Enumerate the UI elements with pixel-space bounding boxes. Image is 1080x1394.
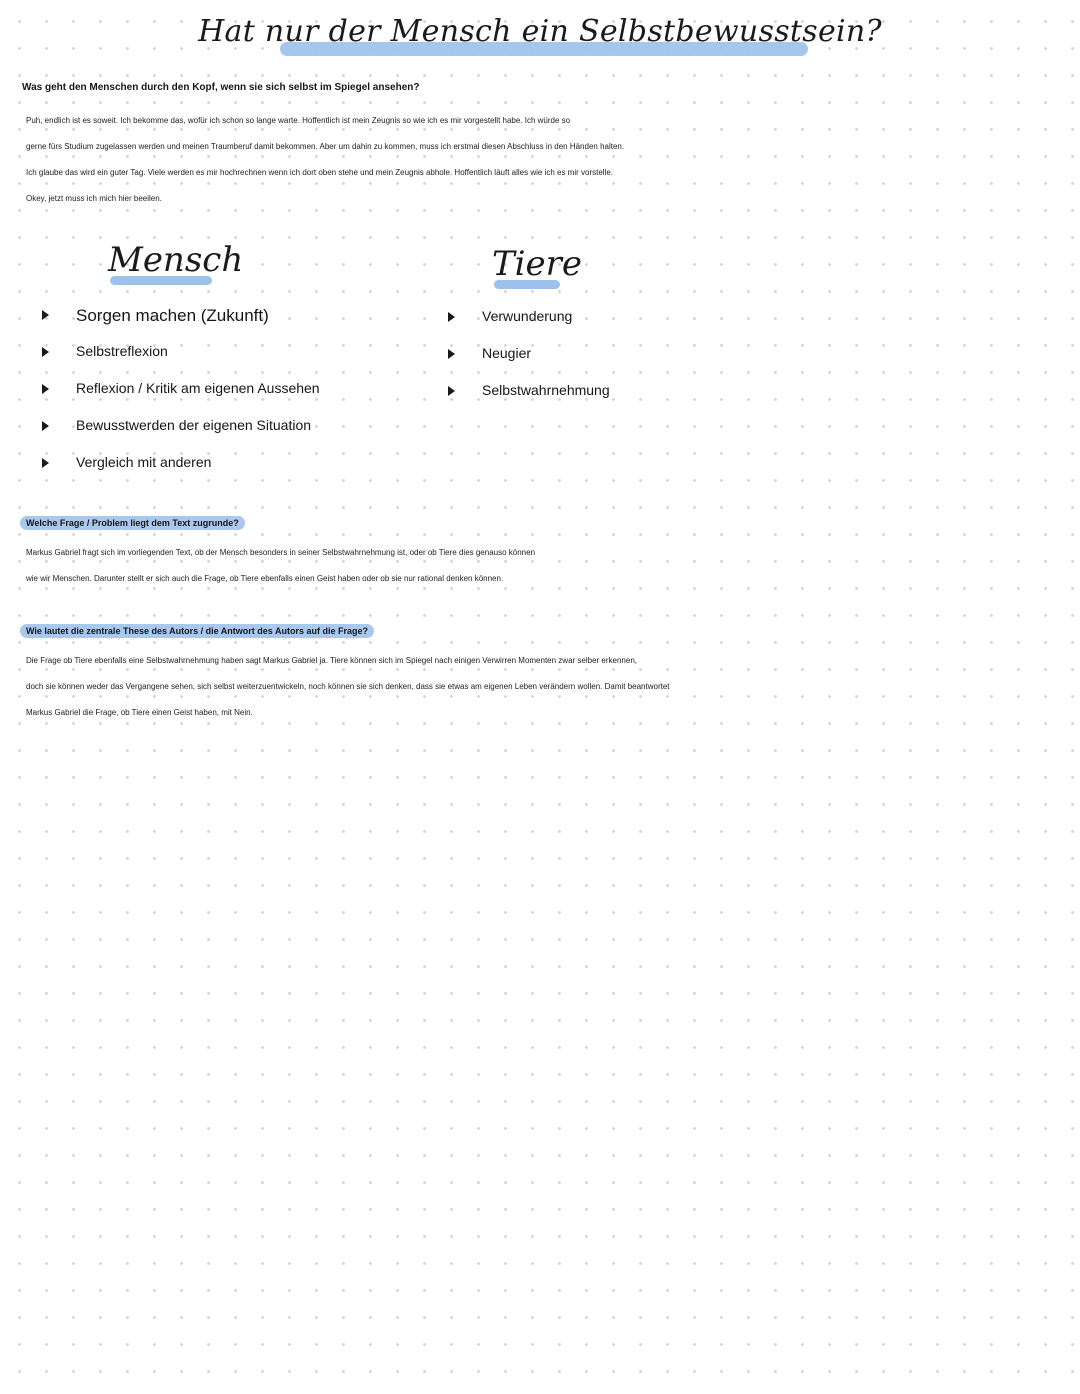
bullet-triangle-icon — [42, 458, 49, 468]
bullet-triangle-icon — [448, 312, 455, 322]
bullet-triangle-icon — [42, 347, 49, 357]
paragraph-1 — [26, 108, 1056, 212]
paragraph-3-line: Die Frage ob Tiere ebenfalls eine Selbstwahrnehmung haben sagt Markus Gabriel ja. Tiere können sich im Spiegel nach einigen Verwirren Momenten zwar selber erkennen, — [26, 656, 638, 665]
question-3: Wie lautet die zentrale These des Autors / die Antwort des Autors auf die Frage? — [20, 624, 374, 638]
paragraph-2 — [26, 540, 1056, 592]
question-1: Was geht den Menschen durch den Kopf, wenn sie sich selbst im Spiegel ansehen? — [22, 82, 420, 93]
paragraph-1-line: Puh, endlich ist es soweit. Ich bekomme das, wofür ich schon so lange warte. Hoffentlich ist mein Zeugnis so wie ich es mir vorgestellt habe. Ich würde so — [26, 116, 571, 125]
list-item: Bewusstwerden der eigenen Situation — [42, 417, 422, 454]
page-title: Hat nur der Mensch ein Selbstbewusstsein? — [198, 14, 882, 49]
tiere-heading: Tiere — [492, 244, 583, 284]
paragraph-1-line: Okey, jetzt muss ich mich hier beeilen. — [26, 194, 162, 203]
list-item: Reflexion / Kritik am eigenen Aussehen — [42, 380, 422, 417]
paragraph-3-line: Markus Gabriel die Frage, ob Tiere einen Geist haben, mit Nein. — [26, 708, 253, 717]
paragraph-1-line: gerne fürs Studium zugelassen werden und meinen Traumberuf damit bekommen. Aber um dahin zu kommen, muss ich erstmal diesen Abschluss in den Händen halten. — [26, 142, 625, 151]
tiere-list — [448, 308, 708, 419]
bullet-triangle-icon — [42, 384, 49, 394]
paragraph-1-line: Ich glaube das wird ein guter Tag. Viele werden es mir hochrechnen wenn ich dort oben stehe und mein Zeugnis abhole. Hoffentlich läuft alles wie ich es mir vorstelle. — [26, 168, 613, 177]
list-item: Neugier — [448, 345, 708, 382]
bullet-triangle-icon — [448, 386, 455, 396]
mensch-heading: Mensch — [108, 240, 244, 280]
mensch-list — [42, 306, 422, 491]
list-item: Vergleich mit anderen — [42, 454, 422, 491]
list-item: Selbstwahrnehmung — [448, 382, 708, 419]
bullet-triangle-icon — [42, 421, 49, 431]
paragraph-2-line: Markus Gabriel fragt sich im vorliegenden Text, ob der Mensch besonders in seiner Selbstwahrnehmung ist, oder ob Tiere dies genauso können — [26, 548, 536, 557]
list-item: Sorgen machen (Zukunft) — [42, 306, 422, 343]
question-2: Welche Frage / Problem liegt dem Text zugrunde? — [20, 516, 245, 530]
list-item: Verwunderung — [448, 308, 708, 345]
paragraph-2-line: wie wir Menschen. Darunter stellt er sich auch die Frage, ob Tiere ebenfalls einen Geist haben oder ob sie nur rational denken können. — [26, 574, 504, 583]
bullet-triangle-icon — [448, 349, 455, 359]
paragraph-3-line: doch sie können weder das Vergangene sehen, sich selbst weiterzuentwickeln, noch können sie sich denken, dass sie etwas am eigenen Leben verändern wollen. Damit beantwortet — [26, 682, 670, 691]
list-item: Selbstreflexion — [42, 343, 422, 380]
paragraph-3 — [26, 648, 1056, 726]
bullet-triangle-icon — [42, 310, 49, 320]
